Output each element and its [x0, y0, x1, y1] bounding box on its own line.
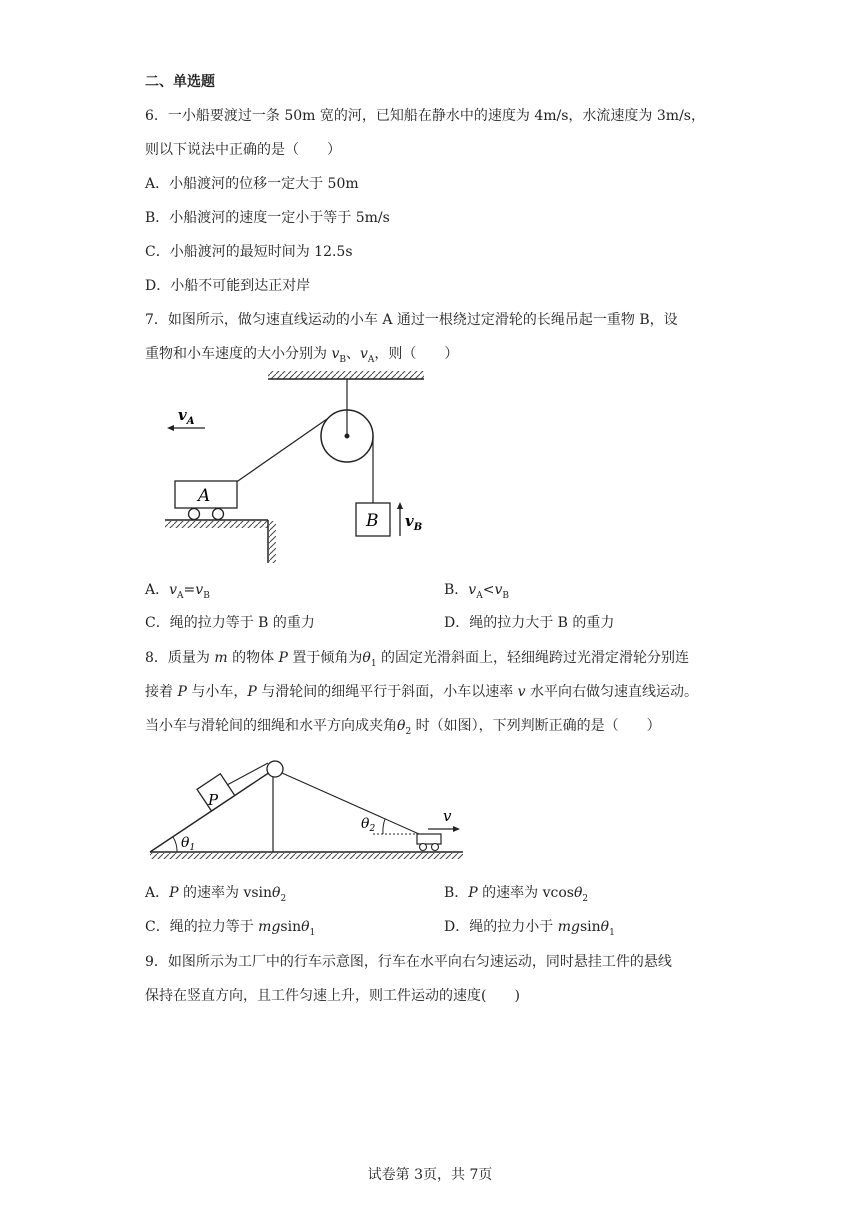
velocity-label: v: [443, 807, 452, 825]
q8-stem-line1: 8．质量为 m 的物体 P 置于倾角为$\theta_1$ 的固定光滑斜面上，轻细绳跨过光滑定滑轮分别连: [145, 650, 690, 669]
rope-to-cart: [235, 419, 327, 483]
q6-stem-line2: 则以下说法中正确的是（ ）: [145, 142, 341, 158]
theta1-arc: [173, 837, 177, 852]
q9-stem-line2: 保持在竖直方向，且工件匀速上升，则工件运动的速度( ): [145, 988, 520, 1004]
cart: [417, 834, 441, 844]
q8-stem-line3: 当小车与滑轮间的细绳和水平方向成夹角$\theta_2$ 时（如图），下列判断正确的是（ ）: [145, 718, 661, 737]
q8-option-b: B．P 的速率为 vcosθ$_2$: [444, 885, 589, 904]
section-title: 二、单选题: [145, 74, 215, 90]
q9-stem-line1: 9．如图所示为工厂中的行车示意图，行车在水平向右匀速运动，同时悬挂工件的悬线: [145, 954, 672, 970]
velocity-arrowhead: [453, 826, 460, 832]
q6-stem-line1: 6．一小船要渡过一条 50m 宽的河，已知船在静水中的速度为 4m/s，水流速度为 3m/s，: [145, 108, 705, 124]
ground-hatch: [150, 853, 463, 859]
q8-stem-line2: 接着 P 与小车，P 与滑轮间的细绳平行于斜面，小车以速率 v 水平向右做匀速直线运动。: [145, 684, 699, 700]
ceiling-hatch: [268, 371, 424, 379]
q6-option-c: C．小船渡河的最短时间为 12.5s: [145, 244, 353, 260]
velocity-a-arrowhead: [167, 425, 174, 431]
cart-wheel-right: [213, 509, 224, 520]
velocity-b-label: $v_B$: [405, 512, 423, 533]
pulley-axle: [345, 434, 350, 439]
rope-to-p: [227, 763, 268, 785]
q7-stem-line2: 重物和小车速度的大小分别为 $v_B$、$v_A$，则（ ）: [145, 346, 459, 365]
rope-to-cart: [282, 773, 419, 834]
cart-wheel-left: [420, 844, 427, 851]
q6-option-a: A．小船渡河的位移一定大于 50m: [145, 176, 359, 192]
q8-option-a: A．P 的速率为 vsinθ$_2$: [145, 885, 287, 904]
q8-incline-figure: [145, 752, 470, 864]
theta1-label: $\theta_1$: [181, 835, 196, 853]
theta2-label: $\theta_2$: [361, 816, 376, 834]
velocity-b-arrowhead: [397, 502, 403, 509]
q6-option-d: D．小船不可能到达正对岸: [145, 278, 311, 294]
ground-edge-hatch: [269, 521, 276, 563]
velocity-a-label: $v_A$: [178, 406, 195, 427]
pulley-wheel: [267, 761, 283, 777]
q7-option-b: B．$v_A<v_B$: [444, 582, 509, 601]
cart-wheel-right: [432, 844, 439, 851]
q7-stem-line1: 7．如图所示，做匀速直线运动的小车 A 通过一根绕过定滑轮的长绳吊起一重物 B，设: [145, 312, 678, 328]
ground-hatch: [165, 521, 268, 528]
cart-a-label: A: [198, 486, 211, 506]
theta2-arc: [383, 819, 385, 834]
q7-option-a: A．$v_A=v_B$: [145, 582, 210, 601]
q8-option-c: C．绳的拉力等于 mgsinθ$_1$: [145, 919, 316, 938]
q7-option-d: D．绳的拉力大于 B 的重力: [444, 615, 615, 631]
page-footer: 试卷第 3页，共 7页: [367, 1167, 493, 1183]
q7-pulley-figure: [150, 368, 440, 568]
q6-option-b: B．小船渡河的速度一定小于等于 5m/s: [145, 210, 390, 226]
q7-option-c: C．绳的拉力等于 B 的重力: [145, 615, 315, 631]
block-p-label: P: [208, 791, 219, 809]
q8-option-d: D．绳的拉力小于 mgsinθ$_1$: [444, 919, 615, 938]
cart-wheel-left: [189, 509, 200, 520]
block-b-label: B: [366, 511, 379, 531]
